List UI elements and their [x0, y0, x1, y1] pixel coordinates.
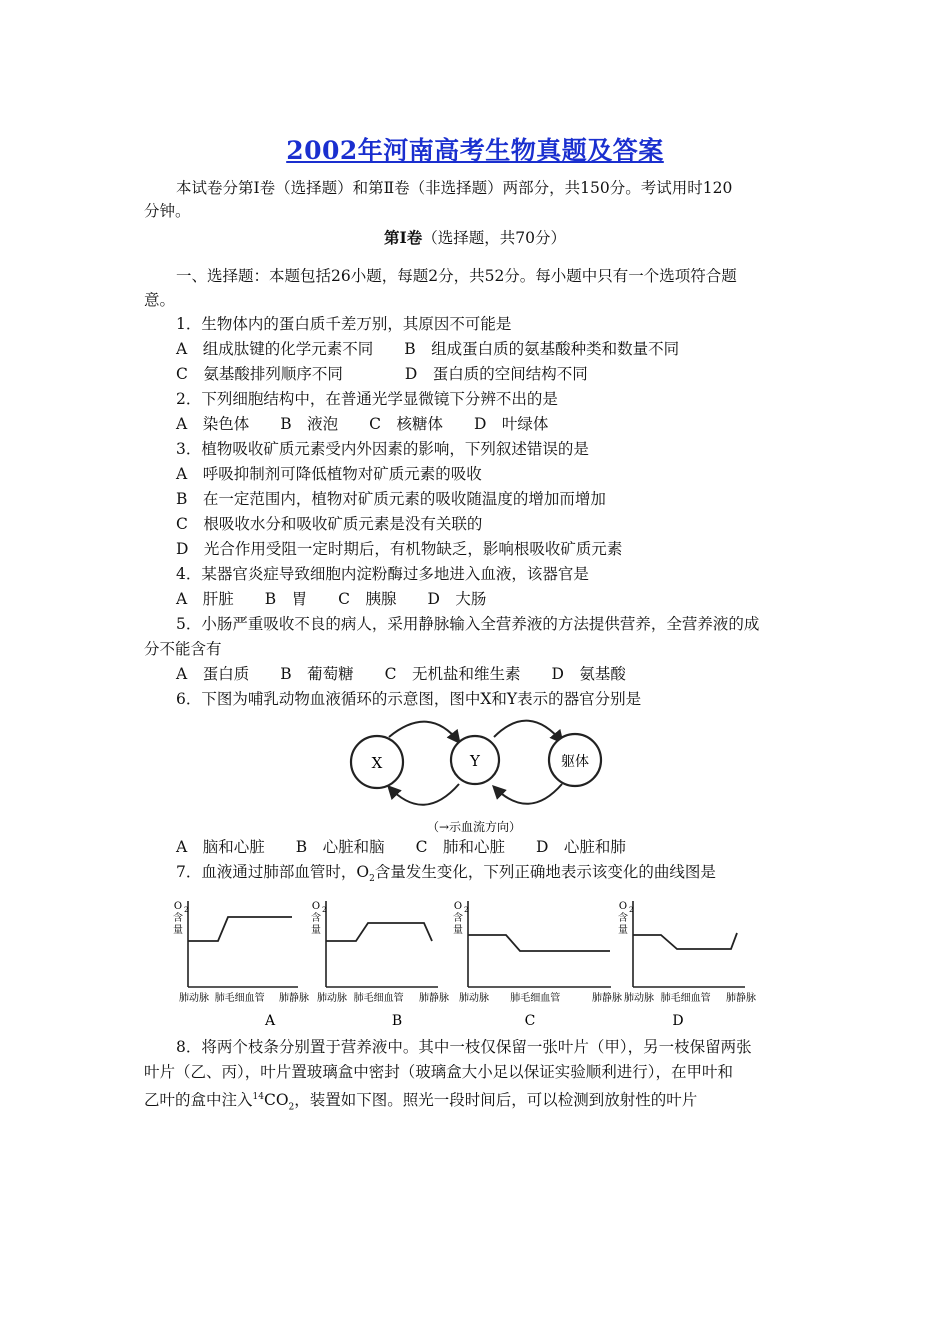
q3-option-line: B 在一定范围内，植物对矿质元素的吸收随温度的增加而增加 — [176, 490, 606, 508]
graph-y-label-o2: O — [173, 901, 183, 912]
instructions-line-2: 意。 — [144, 291, 176, 309]
o2-graphs-svg — [168, 893, 788, 1033]
graph-y-label-line-2: 量 — [311, 925, 321, 936]
q5-stem-line-1: 5．小肠严重吸收不良的病人，采用静脉输入全营养液的方法提供营养，全营养液的成 — [176, 615, 760, 633]
q6-stem: 6．下图为哺乳动物血液循环的示意图，图中X和Y表示的器官分别是 — [176, 690, 642, 708]
q6-option-line: A 脑和心脏 B 心脏和脑 C 肺和心脏 D 心脏和肺 — [176, 838, 626, 856]
graph-y-label-subscript: 2 — [464, 906, 469, 914]
graph-x-tick-label: 肺毛细血管 — [660, 993, 711, 1004]
graph-x-tick-label: 肺动脉 — [179, 993, 209, 1004]
o2-curve — [633, 933, 737, 949]
graph-y-label-line-2: 量 — [618, 925, 628, 936]
section-heading-bold: 第Ⅰ卷 — [384, 228, 423, 247]
q8-co: CO — [263, 1091, 289, 1110]
intro-line-1: 本试卷分第Ⅰ卷（选择题）和第Ⅱ卷（非选择题）两部分，共150分。考试用时120 — [176, 179, 733, 197]
graph-x-tick-label: 肺动脉 — [317, 993, 347, 1004]
graph-y-label-line-1: 含 — [173, 913, 183, 924]
q8-line-3-pre: 乙叶的盒中注入 — [144, 1091, 253, 1110]
q8-line-2: 叶片（乙、丙），叶片置玻璃盒中密封（玻璃盒大小足以保证实验顺利进行），在甲叶和 — [144, 1063, 734, 1081]
graph-y-label-line-2: 量 — [173, 925, 183, 936]
organ-x-label: X — [371, 754, 383, 772]
graph-x-tick-label: 肺动脉 — [459, 993, 489, 1004]
graph-y-label-line-1: 含 — [453, 913, 463, 924]
section-heading — [0, 228, 950, 248]
q1-stem: 1．生物体内的蛋白质千差万别，其原因不可能是 — [176, 315, 512, 333]
o2-curve — [188, 917, 292, 941]
page-title[interactable]: 2002年河南高考生物真题及答案 — [286, 136, 664, 165]
organ-y-label: Y — [470, 752, 480, 770]
flow-arrow-y-to-body-top — [494, 721, 562, 742]
graph-x-tick-label: 肺静脉 — [726, 993, 756, 1004]
graph-panel-label: D — [672, 1013, 684, 1029]
o2-graph-panel — [168, 893, 788, 1037]
q3-stem: 3．植物吸收矿质元素受内外因素的影响，下列叙述错误的是 — [176, 440, 589, 458]
graph-panel-label: C — [524, 1013, 536, 1029]
graph-y-label-line-2: 量 — [453, 925, 463, 936]
circulation-diagram-svg — [344, 712, 614, 836]
q3-option-line: C 根吸收水分和吸收矿质元素是没有关联的 — [176, 515, 483, 533]
q2-option-line: A 染色体 B 液泡 C 核糖体 D 叶绿体 — [176, 415, 549, 433]
q8-co2-subscript: 2 — [288, 1102, 295, 1113]
q4-option-line: A 肝脏 B 胃 C 胰腺 D 大肠 — [176, 590, 487, 608]
q8-isotope-superscript: 14 — [252, 1092, 264, 1102]
o2-curve — [326, 923, 432, 941]
q1-option-line: C 氨基酸排列顺序不同 D 蛋白质的空间结构不同 — [176, 365, 588, 383]
q7-stem-post: 含量发生变化，下列正确地表示该变化的曲线图是 — [374, 863, 716, 881]
q5-option-line: A 蛋白质 B 葡萄糖 C 无机盐和维生素 D 氨基酸 — [176, 665, 626, 683]
graph-y-label-line-1: 含 — [311, 913, 321, 924]
q8-line-3 — [144, 1087, 697, 1117]
graph-y-label-subscript: 2 — [184, 906, 189, 914]
flow-legend: （→示血流方向） — [426, 820, 522, 834]
graph-y-label-subscript: 2 — [322, 906, 327, 914]
flow-arrow-body-to-y-bottom — [494, 784, 562, 804]
q7-stem-pre: 7．血液通过肺部血管时，O — [176, 863, 370, 881]
graph-x-tick-label: 肺静脉 — [419, 993, 449, 1004]
graph-x-tick-label: 肺毛细血管 — [214, 993, 265, 1004]
graph-x-tick-label: 肺动脉 — [624, 993, 654, 1004]
graph-panel-label: A — [264, 1013, 276, 1029]
q7-stem — [176, 862, 716, 889]
graph-x-tick-label: 肺毛细血管 — [353, 993, 404, 1004]
q8-line-1: 8．将两个枝条分别置于营养液中。其中一枝仅保留一张叶片（甲），另一枝保留两张 — [176, 1038, 752, 1056]
graph-x-tick-label: 肺静脉 — [279, 993, 309, 1004]
intro-line-2: 分钟。 — [144, 202, 191, 220]
section-heading-rest: （选择题，共70分） — [422, 229, 566, 247]
flow-arrow-x-to-y-top — [389, 722, 459, 742]
graph-y-label-o2: O — [453, 901, 463, 912]
q3-option-line: A 呼吸抑制剂可降低植物对矿质元素的吸收 — [176, 465, 482, 483]
q2-stem: 2．下列细胞结构中，在普通光学显微镜下分辨不出的是 — [176, 390, 558, 408]
q7-stem-subscript: 2 — [369, 874, 375, 885]
graph-y-label-subscript: 2 — [629, 906, 634, 914]
q8-line-3-post: ，装置如下图。照光一段时间后，可以检测到放射性的叶片 — [294, 1091, 698, 1110]
flow-arrow-y-to-x-bottom — [389, 784, 459, 805]
graph-x-tick-label: 肺毛细血管 — [510, 993, 561, 1004]
q1-option-line: A 组成肽键的化学元素不同 B 组成蛋白质的氨基酸种类和数量不同 — [176, 340, 680, 358]
instructions-line-1: 一、选择题：本题包括26小题，每题2分，共52分。每小题中只有一个选项符合题 — [176, 267, 737, 285]
o2-curve — [468, 935, 610, 951]
q3-option-line: D 光合作用受阻一定时期后，有机物缺乏，影响根吸收矿质元素 — [176, 540, 623, 558]
graph-y-label-o2: O — [311, 901, 321, 912]
graph-y-label-line-1: 含 — [618, 913, 628, 924]
graph-x-tick-label: 肺静脉 — [592, 993, 622, 1004]
graph-panel-label: B — [391, 1013, 403, 1029]
q5-stem-line-2: 分不能含有 — [144, 640, 222, 658]
circulation-diagram — [344, 712, 614, 840]
q4-stem: 4．某器官炎症导致细胞内淀粉酶过多地进入血液，该器官是 — [176, 565, 589, 583]
graph-y-label-o2: O — [618, 901, 628, 912]
body-label: 躯体 — [561, 754, 589, 770]
